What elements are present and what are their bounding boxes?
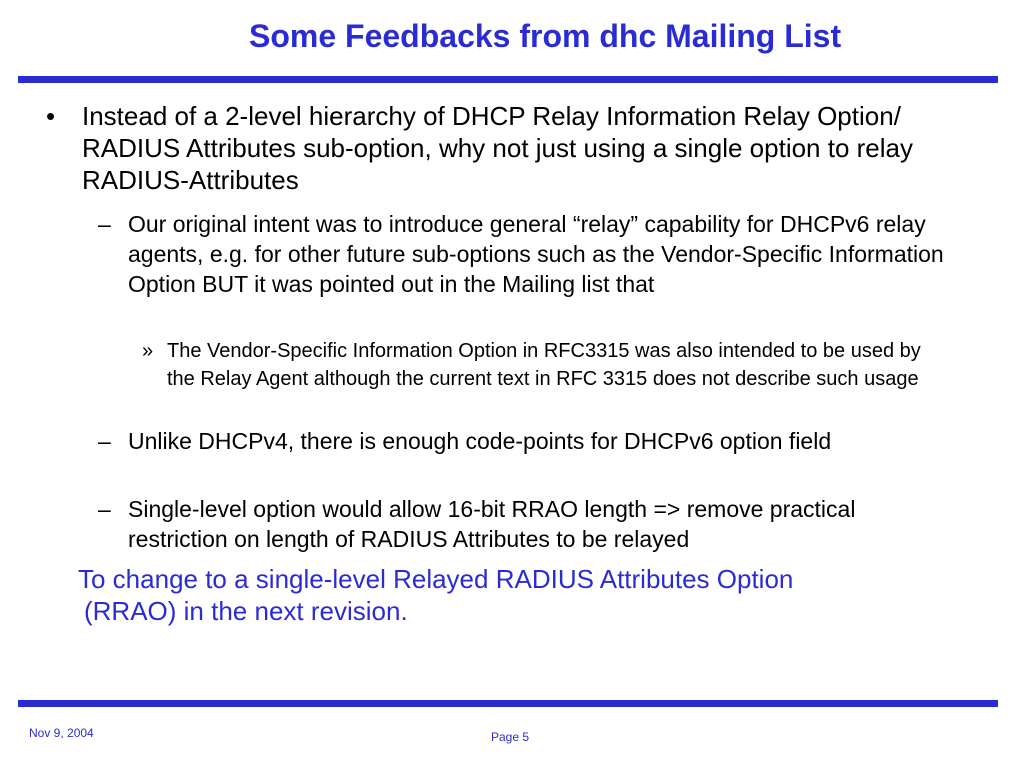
dash-marker: – bbox=[98, 428, 111, 454]
dash-marker: – bbox=[98, 211, 111, 237]
title-divider bbox=[18, 76, 998, 83]
sub-bullet-text: Our original intent was to introduce general “relay” capability for DHCPv6 relay agents, e.g. for other future sub-options such as the Vendor-Specific Information Option BUT it was pointed out in the Mailing list that bbox=[128, 211, 944, 297]
conclusion-line-1: To change to a single-level Relayed RADIUS Attributes Option bbox=[78, 564, 794, 594]
page-number: Page 5 bbox=[491, 730, 530, 744]
main-bullet-text: Instead of a 2-level hierarchy of DHCP Relay Information Relay Option/ RADIUS Attributes sub-option, why not just using a single option to relay RADIUS-Attributes bbox=[82, 101, 913, 195]
footer-divider bbox=[18, 700, 998, 707]
footer-date: Nov 9, 2004 bbox=[29, 726, 94, 740]
conclusion-statement bbox=[78, 563, 978, 627]
guillemet-marker: » bbox=[142, 340, 154, 362]
bullet-marker: • bbox=[46, 101, 56, 131]
main-bullet bbox=[46, 100, 922, 196]
sub-bullet-code-points bbox=[98, 426, 958, 456]
sub-bullet-text: Unlike DHCPv4, there is enough code-points for DHCPv6 option field bbox=[128, 428, 832, 454]
sub-bullet-text: Single-level option would allow 16-bit RRAO length => remove practical restriction on length of RADIUS Attributes to be relayed bbox=[128, 496, 856, 552]
dash-marker: – bbox=[98, 496, 111, 522]
sub-bullet-original-intent bbox=[98, 209, 958, 299]
sub-sub-bullet-text: The Vendor-Specific Information Option in RFC3315 was also intended to be used by the Relay Agent although the current text in RFC 3315 does not describe such usage bbox=[167, 340, 921, 390]
conclusion-line-2: (RRAO) in the next revision. bbox=[84, 596, 408, 626]
sub-bullet-single-level bbox=[98, 494, 958, 554]
sub-sub-bullet-vendor-specific bbox=[142, 338, 947, 393]
slide-title: Some Feedbacks from dhc Mailing List bbox=[249, 18, 842, 54]
